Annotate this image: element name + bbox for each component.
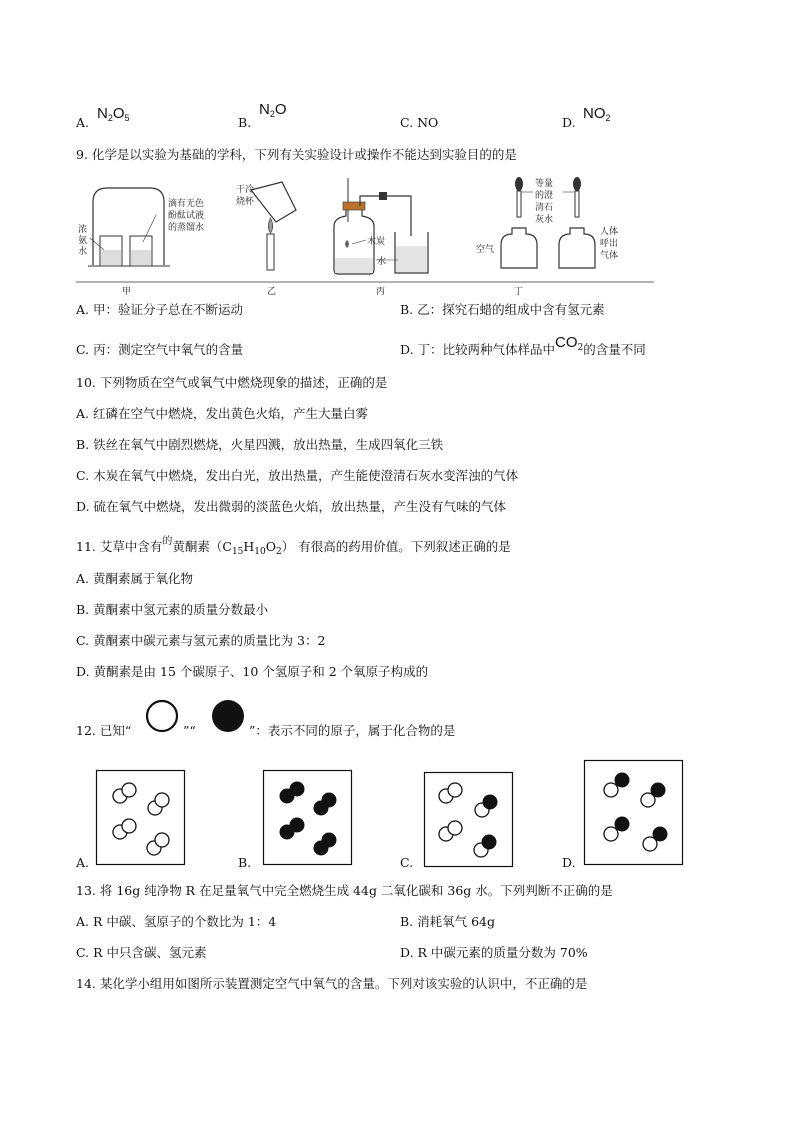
- q12-stem-pre: 12. 已知“: [76, 723, 132, 738]
- label-dry-beaker: 烧杯: [236, 196, 255, 206]
- q12-stem-post: ”：表示不同的原子，属于化合物的是: [249, 723, 456, 738]
- black-atom: [615, 773, 630, 788]
- apparatus-jia: [78, 188, 204, 296]
- black-atom: [322, 833, 337, 848]
- ammonia-liquid: [101, 250, 121, 265]
- q14-stem: 14. 某化学小组用如图所示装置测定空气中氧气的含量。下列对该实验的认识中，不正确的是: [76, 976, 588, 991]
- label-limewater: 灰水: [535, 214, 554, 224]
- white-atom: [448, 821, 462, 835]
- black-atom: [290, 782, 305, 797]
- label-leader: [90, 238, 104, 250]
- white-atom: [604, 827, 618, 841]
- q12-box-c: [424, 772, 514, 868]
- label-ding: 丁: [514, 286, 524, 296]
- q13-option-d: D. R 中碳元素的质量分数为 70%: [400, 945, 588, 960]
- q12-option-d-letter: D.: [562, 855, 576, 870]
- q13-option-a: A. R 中碳、氢原子的个数比为 1：4: [76, 914, 277, 929]
- black-atom: [290, 818, 305, 833]
- dropper-tube-left: [517, 191, 521, 217]
- charcoal-flame: [345, 240, 349, 248]
- q12-option-a-letter: A.: [76, 855, 90, 870]
- label-leader: [352, 240, 366, 244]
- apparatus-bing: [334, 178, 428, 296]
- q11-option-a: A. 黄酮素属于氧化物: [76, 571, 193, 586]
- formula-part: N: [97, 105, 108, 122]
- q8-formula-b: [259, 102, 287, 122]
- label-air: 空气: [476, 244, 495, 254]
- option-text: D. 丁：比较两种气体样品中: [400, 342, 556, 357]
- option-letter: A.: [76, 115, 90, 130]
- label-water: 水: [377, 256, 387, 266]
- beaker-water: [396, 246, 427, 272]
- formula-part: O: [265, 539, 276, 554]
- black-atom-icon: [209, 697, 249, 737]
- dropper-tube-right: [575, 191, 579, 217]
- label-bing: 丙: [376, 286, 386, 296]
- apparatus-ding: [476, 177, 618, 296]
- stem-text: 11. 艾草中含有: [76, 539, 163, 554]
- bottle-breath: [559, 228, 595, 268]
- label-conc-ammonia: 水: [78, 246, 88, 256]
- candle: [267, 234, 274, 270]
- label-phenolphthalein: 的蒸馏水: [168, 222, 205, 232]
- q9-stem: 9. 化学是以实验为基础的学科，下列有关实验设计或操作不能达到实验目的的是: [76, 147, 517, 162]
- white-atom: [604, 783, 618, 797]
- formula-sub: 2: [577, 343, 584, 353]
- formula-sub: 2: [269, 109, 275, 119]
- option-letter: C.: [400, 115, 414, 130]
- q8-option-a: [76, 115, 89, 131]
- label-limewater: 等量: [535, 178, 554, 188]
- black-atom: [651, 783, 666, 798]
- dry-cold-beaker: [251, 182, 296, 222]
- q13-stem: 13. 将 16g 纯净物 R 在足量氧气中完全燃烧生成 44g 二氧化碳和 36g 水。下列判断不正确的是: [76, 883, 613, 898]
- connecting-tube: [360, 196, 411, 236]
- q10-stem: 10. 下列物质在空气或氧气中燃烧现象的描述，正确的是: [76, 375, 388, 390]
- q9-option-c: C. 丙：测定空气中氧气的含量: [76, 342, 244, 357]
- formula-sub: 2: [276, 547, 282, 557]
- option-letter: D.: [562, 115, 576, 130]
- formula-text: NO: [417, 115, 439, 130]
- label-conc-ammonia: 氨: [78, 235, 88, 245]
- label-exhaled-gas: 呼出: [600, 238, 619, 248]
- q11-option-b: B. 黄酮素中氢元素的质量分数最小: [76, 602, 269, 617]
- bottle-water: [335, 258, 373, 273]
- label-limewater: 清石: [535, 202, 554, 212]
- formula-sub: 2: [605, 113, 611, 123]
- clamp: [379, 192, 387, 200]
- q12-box-d: [584, 760, 684, 866]
- black-atom: [653, 827, 668, 842]
- black-atom: [615, 817, 630, 832]
- label-leader: [143, 215, 156, 242]
- stem-small-text: 的: [162, 536, 173, 547]
- formula-part: N: [259, 101, 270, 118]
- candle-flame: [268, 218, 273, 233]
- q11-option-d: D. 黄酮素是由 15 个碳原子、10 个氢原子和 2 个氧原子构成的: [76, 664, 429, 679]
- label-phenolphthalein: 酚酞试液: [168, 210, 205, 220]
- label-limewater: 的澄: [535, 190, 554, 200]
- formula-sub: 2: [107, 113, 113, 123]
- q8-formula-d: [583, 106, 611, 126]
- q13-option-b: B. 消耗氧气 64g: [400, 914, 496, 929]
- q10-option-d: D. 硫在氧气中燃烧，发出微弱的淡蓝色火焰，放出热量，产生没有气味的气体: [76, 499, 507, 514]
- q13-option-c: C. R 中只含碳、氢元素: [76, 945, 207, 960]
- q9-option-a: A. 甲：验证分子总在不断运动: [76, 302, 243, 317]
- q11-stem: [76, 536, 511, 560]
- label-charcoal: 木炭: [367, 236, 386, 246]
- formula-part: NO: [583, 105, 606, 122]
- black-atom: [483, 795, 498, 810]
- q8-option-d: [562, 115, 576, 131]
- q12-box-b: [263, 770, 353, 866]
- black-atom: [482, 835, 497, 850]
- white-atom: [122, 819, 136, 833]
- option-text: 的含量不同: [583, 342, 646, 357]
- label-yi: 乙: [267, 286, 277, 296]
- q10-option-a: A. 红磷在空气中燃烧，发出黄色火焰，产生大量白雾: [76, 406, 368, 421]
- formula-sub: 5: [124, 113, 130, 123]
- label-dry-beaker: 干冷: [236, 184, 255, 194]
- formula-part: CO: [555, 334, 578, 351]
- formula-sub: 15: [231, 547, 244, 557]
- white-atom: [155, 793, 169, 807]
- phenolphthalein-liquid: [131, 250, 151, 265]
- white-atom: [155, 833, 169, 847]
- apparatus-yi: [236, 182, 296, 296]
- q8-option-c: [400, 115, 438, 131]
- bottle-air: [501, 228, 537, 268]
- formula-part: O: [274, 101, 287, 118]
- white-atom: [448, 783, 462, 797]
- q12-option-b-letter: B.: [238, 855, 252, 870]
- formula-part: H: [243, 539, 255, 554]
- q8-formula-a: [97, 106, 130, 126]
- q8-option-b: [238, 115, 251, 131]
- q12-stem-mid: ”“: [183, 723, 196, 738]
- q12-option-c-letter: C.: [400, 855, 414, 870]
- label-jia: 甲: [122, 286, 132, 296]
- q10-option-c: C. 木炭在氧气中燃烧，发出白光，放出热量，产生能使澄清石灰水变浑浊的气体: [76, 468, 519, 483]
- formula-sub: 10: [254, 547, 266, 557]
- q9-option-d: [400, 334, 646, 363]
- dropper-bulb-left: [515, 177, 523, 191]
- formula-part: O: [112, 105, 125, 122]
- dropper-bulb-right: [573, 177, 581, 191]
- white-atom-icon: [143, 697, 183, 737]
- q12-box-a: [96, 770, 186, 866]
- label-phenolphthalein: 滴有无色: [168, 198, 205, 208]
- label-exhaled-gas: 人体: [600, 226, 619, 236]
- q9-figure: [0, 170, 794, 300]
- label-conc-ammonia: 浓: [78, 224, 88, 234]
- label-exhaled-gas: 气体: [600, 250, 619, 260]
- q11-option-c: C. 黄酮素中碳元素与氢元素的质量比为 3：2: [76, 633, 326, 648]
- option-letter: B.: [238, 115, 252, 130]
- q10-option-b: B. 铁丝在氧气中剧烈燃烧，火星四溅，放出热量，生成四氧化三铁: [76, 437, 444, 452]
- stem-text: ） 有很高的药用价值。下列叙述正确的是: [281, 539, 511, 554]
- black-atom: [322, 793, 337, 808]
- rubber-stopper: [343, 202, 365, 210]
- q9-option-b: B. 乙：探究石蜡的组成中含有氢元素: [400, 302, 605, 317]
- white-atom: [122, 783, 136, 797]
- stem-text: 黄酮素（C: [172, 539, 232, 554]
